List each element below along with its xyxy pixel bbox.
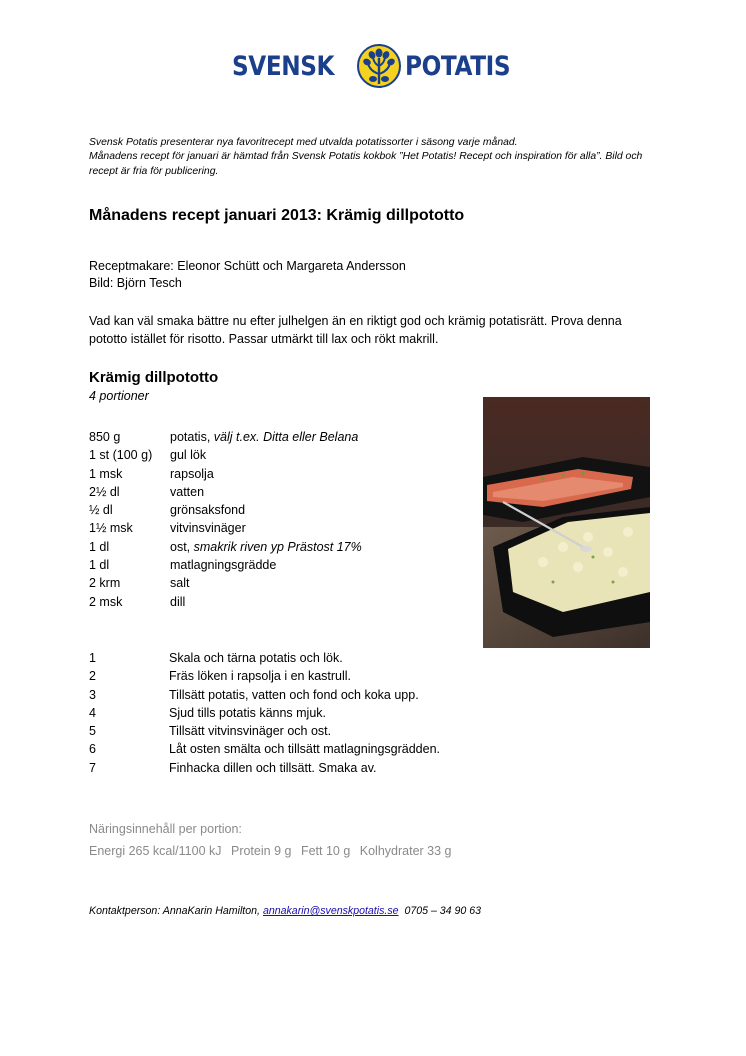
step-row (89, 704, 440, 722)
nutrition-info (89, 818, 458, 862)
nutrition-values (89, 840, 458, 862)
intro-text (89, 136, 649, 179)
intro-line: Månadens recept för januari är hämtad från Svensk Potatis kokbok ”Het Potatis! Recept och inspiration för alla”. Bild och recept är fria för publicering. (89, 151, 643, 177)
recipe-makers: Receptmakare: Eleonor Schütt och Margareta Andersson (89, 259, 406, 273)
contact-line (89, 905, 481, 917)
ingredient-name: vitvinsvinäger (170, 521, 246, 536)
ingredient-name: grönsaksfond (170, 503, 246, 518)
servings: 4 portioner (89, 389, 149, 403)
logo-word-right: POTATIS (405, 50, 511, 82)
contact-email-link[interactable]: annakarin@svenskpotatis.se (262, 905, 399, 917)
step-number: 6 (89, 742, 96, 757)
ingredient-qty: 850 g (89, 430, 121, 444)
ingredient-row (89, 519, 362, 537)
recipe-photo (483, 397, 650, 648)
ingredient-name: dill (170, 594, 186, 609)
nutrition-heading: Näringsinnehåll per portion: (89, 822, 242, 836)
step-text: Tillsätt potatis, vatten och fond och koka upp. (169, 687, 419, 702)
step-text: Låt osten smälta och tillsätt matlagningsgrädden. (169, 742, 440, 757)
recipe-name: Krämig dillpototto (89, 369, 219, 386)
ingredient-row (89, 446, 362, 464)
ingredient-qty: 1½ msk (89, 521, 133, 536)
ingredient-row (89, 574, 362, 592)
nutrition-fat: Fett 10 g (300, 844, 351, 858)
ingredient-qty: 1 st (100 g) (89, 448, 153, 463)
step-row (89, 740, 440, 758)
ingredient-list (89, 428, 362, 611)
contact-phone: 0705 – 34 90 63 (404, 905, 482, 917)
ingredient-row (89, 501, 362, 519)
intro-line: Svensk Potatis presenterar nya favoritrecept med utvalda potatissorter i säsong varje månad. (89, 137, 518, 148)
logo-word-left: SVENSK (232, 50, 335, 82)
photo-credit: Bild: Björn Tesch (89, 276, 182, 290)
step-row (89, 759, 440, 777)
ingredient-row (89, 483, 362, 501)
step-text: Tillsätt vitvinsvinäger och ost. (169, 724, 332, 739)
ingredient-row (89, 593, 362, 611)
ingredient-row (89, 556, 362, 574)
ingredient-qty: 1 msk (89, 466, 123, 481)
step-row (89, 649, 440, 667)
ingredient-note: välj t.ex. Ditta eller Belana (213, 430, 359, 444)
step-number: 2 (89, 669, 96, 684)
contact-person: Kontaktperson: AnnaKarin Hamilton, (89, 905, 260, 917)
ingredient-name: vatten (170, 484, 205, 499)
step-row (89, 722, 440, 740)
ingredient-qty: 2½ dl (89, 484, 120, 499)
ingredient-label: ost, (170, 539, 191, 554)
step-number: 7 (89, 760, 96, 775)
ingredient-note: smakrik riven yp Prästost 17% (193, 539, 362, 554)
ingredient-name (170, 428, 358, 446)
step-row (89, 667, 440, 685)
step-number: 1 (89, 651, 96, 665)
ingredient-row (89, 538, 362, 556)
page-title: Månadens recept januari 2013: Krämig dillpototto (89, 207, 465, 224)
ingredient-label: potatis, (170, 430, 211, 444)
nutrition-protein: Protein 9 g (230, 844, 292, 858)
ingredient-qty: 2 msk (89, 594, 123, 609)
ingredient-qty: ½ dl (89, 503, 113, 518)
nutrition-energy: Energi 265 kcal/1100 kJ (89, 844, 222, 858)
step-number: 3 (89, 687, 96, 702)
step-text: Skala och tärna potatis och lök. (169, 651, 343, 665)
ingredient-qty: 1 dl (89, 539, 110, 554)
step-text: Sjud tills potatis känns mjuk. (169, 705, 327, 720)
ingredient-name: salt (170, 576, 190, 591)
step-text: Finhacka dillen och tillsätt. Smaka av. (169, 760, 377, 775)
ingredient-name: matlagningsgrädde (170, 558, 277, 573)
ingredient-name: gul lök (170, 448, 207, 463)
brand-logo (232, 40, 527, 92)
credits (89, 258, 406, 292)
ingredient-name: rapsolja (170, 466, 214, 481)
potato-plant-emblem-icon (357, 44, 401, 88)
ingredient-qty: 2 krm (89, 576, 121, 591)
ingredient-qty: 1 dl (89, 558, 110, 573)
step-text: Fräs löken i rapsolja i en kastrull. (169, 669, 352, 684)
nutrition-carbs: Kolhydrater 33 g (359, 844, 452, 858)
recipe-description: Vad kan väl smaka bättre nu efter julhelgen än en riktigt god och krämig potatisrätt. Prova denna pototto istället för risotto. Passar utmärkt till lax och rökt makrill. (89, 314, 622, 346)
ingredient-row (89, 465, 362, 483)
step-number: 5 (89, 724, 96, 739)
step-list (89, 649, 440, 777)
ingredient-name (170, 538, 362, 556)
ingredient-row (89, 428, 362, 446)
step-row (89, 686, 440, 704)
step-number: 4 (89, 705, 96, 720)
